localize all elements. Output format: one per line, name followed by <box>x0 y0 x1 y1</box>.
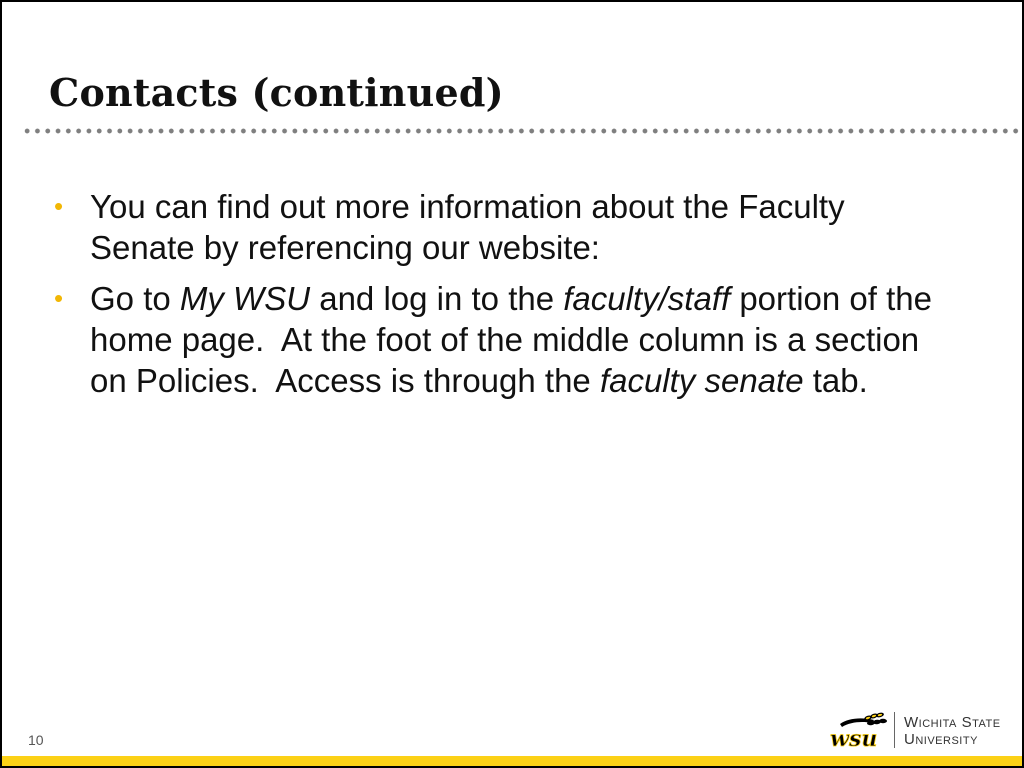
logo-wordmark <box>904 714 1001 748</box>
logo-line-2: University <box>904 731 978 748</box>
bullet-emphasis: faculty senate <box>599 362 804 399</box>
bullet-dot-icon: • <box>54 283 64 313</box>
slide-title: Contacts (continued) <box>49 70 504 115</box>
bullet-emphasis: faculty/staff <box>563 280 731 317</box>
bullet-emphasis: My WSU <box>179 280 311 317</box>
dotted-divider <box>22 128 1022 134</box>
bullet-item <box>54 278 942 401</box>
bullet-list <box>54 186 942 411</box>
wsu-mark-text: wsu <box>830 726 878 750</box>
bullet-segment: portion of the home page. At the foot of the middle column is a section on Policies. Access is through the <box>90 280 942 399</box>
bullet-segment: You can find out more information about the Faculty Senate by referencing our website: <box>90 188 854 266</box>
logo-line-1: Wichita State <box>904 714 1001 731</box>
bullet-text <box>90 188 854 266</box>
bullet-segment: and log in to the <box>310 280 564 317</box>
bullet-segment: Go to <box>90 280 180 317</box>
bullet-dot-icon: • <box>54 191 64 221</box>
wsu-logo <box>828 708 1018 752</box>
logo-divider <box>894 712 895 748</box>
bullet-item <box>54 186 934 268</box>
page-number: 10 <box>28 732 44 748</box>
bullet-segment: tab. <box>803 362 868 399</box>
footer-accent-bar <box>2 756 1022 766</box>
wsu-shocker-icon <box>828 708 890 750</box>
bullet-text <box>90 280 941 399</box>
